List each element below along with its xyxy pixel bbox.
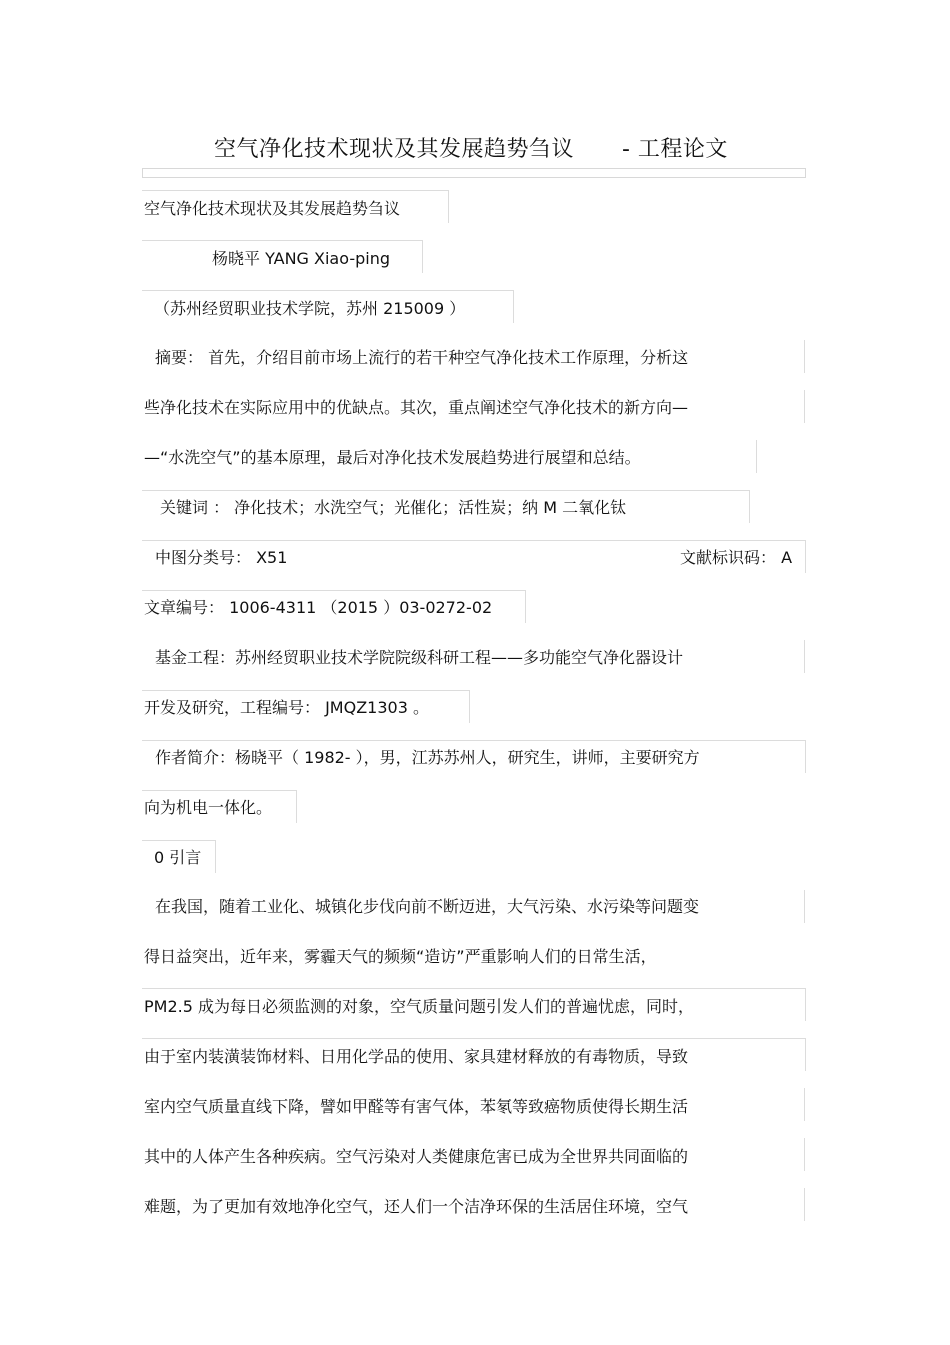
section-heading: 0 引言 — [154, 848, 202, 867]
article-subtitle: 空气净化技术现状及其发展趋势刍议 — [144, 199, 401, 218]
body-line: 难题，为了更加有效地净化空气，还人们一个洁净环保的生活居住环境，空气 — [144, 1197, 689, 1216]
body-line: 由于室内装潢装饰材料、日用化学品的使用、家具建材释放的有毒物质，导致 — [144, 1047, 689, 1066]
cell-border — [804, 640, 805, 673]
body-line: 室内空气质量直线下降，譬如甲醛等有害气体，苯氡等致癌物质使得长期生活 — [144, 1097, 689, 1116]
abstract-line: 摘要： 首先，介绍目前市场上流行的若干种空气净化技术工作原理，分析这 — [155, 348, 689, 367]
author-line: 杨晓平 YANG Xiao-ping — [212, 249, 390, 268]
body-line: 在我国，随着工业化、城镇化步伐向前不断迈进，大气污染、水污染等问题变 — [155, 897, 700, 916]
page-title-suffix: - 工程论文 — [622, 137, 728, 162]
author-bio-line: 作者简介：杨晓平（ 1982- ），男，江苏苏州人，研究生，讲师，主要研究方 — [155, 748, 700, 767]
title-divider — [142, 168, 806, 178]
author-bio-line: 向为机电一体化。 — [144, 798, 273, 817]
abstract-line: 些净化技术在实际应用中的优缺点。其次，重点阐述空气净化技术的新方向— — [144, 398, 689, 417]
cell-border — [804, 340, 805, 373]
page-title: 空气净化技术现状及其发展趋势刍议 — [214, 137, 575, 162]
abstract-line: —“水洗空气”的基本原理，最后对净化技术发展趋势进行展望和总结。 — [144, 448, 641, 467]
article-number: 文章编号： 1006-4311 （2015 ）03-0272-02 — [144, 598, 493, 617]
affiliation-line: （苏州经贸职业技术学院，苏州 215009 ） — [154, 299, 466, 318]
body-line: PM2.5 成为每日必须监测的对象，空气质量问题引发人们的普遍忧虑，同时， — [144, 997, 694, 1016]
fund-line: 基金工程：苏州经贸职业技术学院院级科研工程——多功能空气净化器设计 — [155, 648, 684, 667]
cell-border — [804, 1088, 805, 1121]
fund-line: 开发及研究，工程编号： JMQZ1303 。 — [144, 698, 429, 717]
keywords-line: 关键词 ： 净化技术；水洗空气；光催化；活性炭；纳 M 二氧化钛 — [160, 498, 627, 517]
cell-border — [804, 890, 805, 923]
cell-border — [804, 1138, 805, 1171]
classification-number: 中图分类号： X51 — [155, 548, 288, 567]
body-line: 其中的人体产生各种疾病。空气污染对人类健康危害已成为全世界共同面临的 — [144, 1147, 689, 1166]
document-code: 文献标识码： A — [680, 548, 793, 567]
cell-border — [804, 1188, 805, 1221]
cell-border — [804, 390, 805, 423]
body-line: 得日益突出，近年来，雾霾天气的频频“造访”严重影响人们的日常生活， — [144, 947, 657, 966]
cell-border — [756, 440, 757, 473]
